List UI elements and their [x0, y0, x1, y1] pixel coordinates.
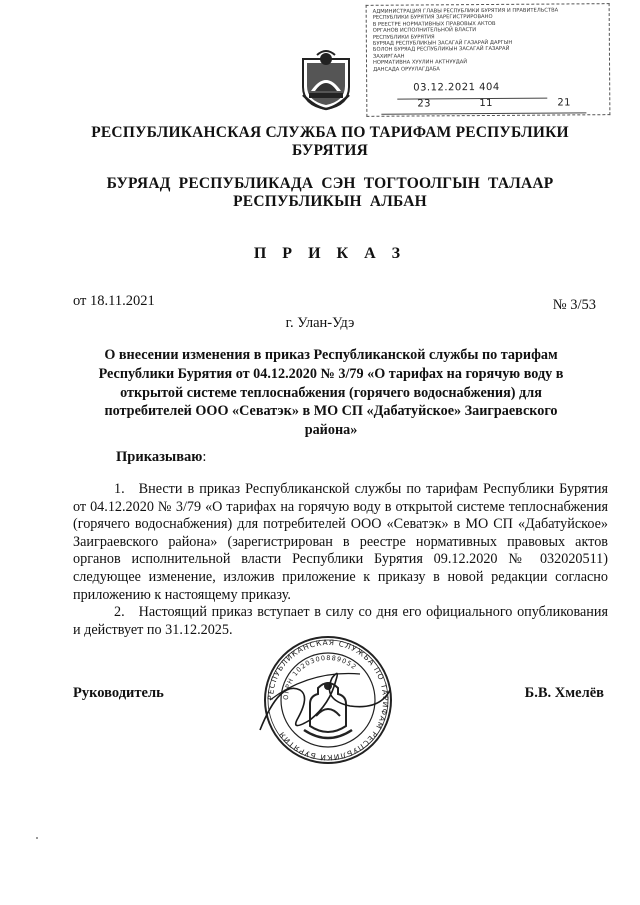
- seal-outer-text: РЕСПУБЛИКАНСКАЯ СЛУЖБА ПО ТАРИФАМ РЕСПУБЛИКИ БУРЯТИЯ: [265, 637, 391, 763]
- signatory-position: Руководитель: [73, 685, 164, 701]
- header-line: РЕСПУБЛИКАНСКАЯ СЛУЖБА ПО ТАРИФАМ РЕСПУБЛИКИ: [91, 124, 569, 141]
- paragraph-text: Внести в приказ Республиканской службы по тарифам Республики Бурятия от 04.12.2020 № 3/79 «О тарифах на горячую воду в открытой системе теплоснабжения (горячего водоснабжения) для потребителей ООО «Севатэк» в МО СП «Дабатуйское» Заиграевского района» (зарегистрирован в реестре нормативных правовых актов органов исполнительной власти Республики Бурятия 09.12.2020 № 032020511) следующее изменение, изложив приложение к приказу в новой редакции согласно приложению к настоящему приказу.: [73, 481, 608, 603]
- document-subject: [60, 346, 602, 440]
- paragraph-text: Настоящий приказ вступает в силу со дня его официального опубликования и действует по 31.12.2025.: [73, 604, 608, 638]
- document-body: [73, 481, 608, 639]
- document-date: от 18.11.2021: [73, 293, 155, 309]
- header-line: РЕСПУБЛИКЫН АЛБАН: [233, 193, 427, 210]
- paragraph-number: 1.: [114, 481, 125, 497]
- document-type-title: П Р И К А З: [253, 245, 407, 262]
- stamp-reg-month: 11: [479, 97, 494, 110]
- body-paragraph: [73, 481, 608, 604]
- document-city: г. Улан-Удэ: [285, 315, 355, 331]
- stamp-line: БУРЯАД РЕСПУБЛИКЫН ЗАСАГАЙ ГАЗАРАЙ ДАРГЫН: [372, 39, 513, 47]
- paragraph-number: 2.: [114, 604, 125, 621]
- agency-name-buryat: [60, 175, 600, 211]
- signatory-name: Б.В. Хмелёв: [524, 685, 604, 701]
- scan-speck: [36, 837, 38, 839]
- stamp-line: ДАНСАДА ОРУУЛАГДАБА: [373, 65, 440, 73]
- stamp-line: РЕСПУБЛИКИ БУРЯТИЯ: [372, 33, 435, 41]
- stamp-reg-day: 23: [417, 98, 432, 110]
- subject-line: открытой системе теплоснабжения (горячего водоснабжения) для: [120, 384, 542, 401]
- stamp-line: НОРМАТИВНА ХУУЛИН АКТНУУДАЙ: [372, 59, 468, 67]
- order-directive: [116, 449, 206, 466]
- stamp-line: БОЛОН БУРЯАД РЕСПУБЛИКЫН ЗАСАГАЙ ГАЗАРАЙ: [372, 46, 510, 54]
- subject-line: потребителей ООО «Севатэк» в МО СП «Дабатуйское» Заиграевского: [104, 403, 558, 420]
- seal-inner-text: ОГРН 1020300889052: [281, 653, 359, 701]
- header-line: БУРЯАД РЕСПУБЛИКАДА СЭН ТОГТООЛГЫН ТАЛААР: [106, 175, 554, 192]
- stamp-line: АДМИНИСТРАЦИЯ ГЛАВЫ РЕСПУБЛИКИ БУРЯТИЯ И ПРАВИТЕЛЬСТВА: [372, 7, 559, 15]
- stamp-reg-num: 21: [557, 97, 572, 109]
- registration-stamp: [366, 3, 611, 117]
- coat-of-arms-icon: [297, 49, 355, 111]
- agency-name-russian: [60, 124, 600, 160]
- stamp-line: ЗАХИРГААН: [372, 53, 405, 60]
- stamp-line: ОРГАНОВ ИСПОЛНИТЕЛЬНОЙ ВЛАСТИ: [372, 27, 477, 35]
- handwritten-signature: [240, 660, 400, 750]
- header-line: БУРЯТИЯ: [292, 142, 368, 159]
- stamp-line: РЕСПУБЛИКИ БУРЯТИЯ ЗАРЕГИСТРИРОВАНО: [372, 14, 493, 22]
- subject-line: района»: [304, 422, 358, 439]
- subject-line: О внесении изменения в приказ Республиканской службы по тарифам: [104, 347, 558, 363]
- subject-line: Республики Бурятия от 04.12.2020 № 3/79 «О тарифах на горячую воду в: [98, 365, 564, 382]
- stamp-line: В РЕЕСТРЕ НОРМАТИВНЫХ ПРАВОВЫХ АКТОВ: [372, 20, 496, 28]
- document-number: № 3/53: [552, 297, 596, 313]
- stamp-reg-date: 03.12.2021 404: [413, 81, 500, 94]
- order-directive-word: Приказываю: [116, 449, 203, 465]
- order-directive-colon: :: [202, 449, 207, 465]
